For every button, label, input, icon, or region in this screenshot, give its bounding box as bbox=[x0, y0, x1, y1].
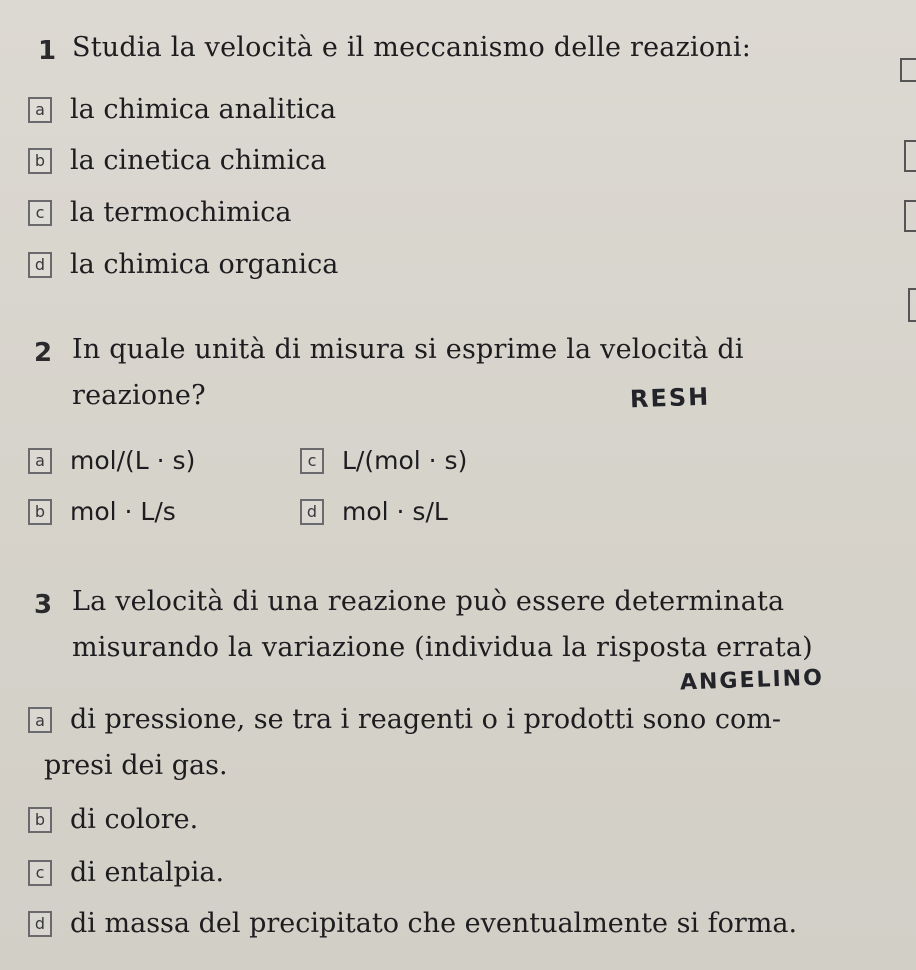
question-1-number: 1 bbox=[38, 36, 57, 66]
edge-bracket-mark bbox=[904, 200, 916, 232]
option-text: di colore. bbox=[70, 804, 199, 835]
option-text: la chimica organica bbox=[70, 249, 339, 280]
question-3-option-b[interactable] bbox=[28, 804, 198, 835]
option-text: di massa del precipitato che eventualmente si forma. bbox=[70, 908, 798, 939]
option-letter-box: a bbox=[28, 97, 52, 123]
edge-bracket-mark bbox=[900, 58, 916, 82]
question-2-option-a[interactable] bbox=[28, 446, 195, 475]
question-3-option-d[interactable] bbox=[28, 908, 797, 939]
option-text: di entalpia. bbox=[70, 857, 225, 888]
option-text: la chimica analitica bbox=[70, 94, 337, 125]
option-letter-box: a bbox=[28, 707, 52, 733]
option-text-line-2: presi dei gas. bbox=[44, 750, 228, 781]
question-1-option-c[interactable] bbox=[28, 197, 292, 228]
option-letter-box: d bbox=[300, 499, 324, 525]
question-2-option-c[interactable] bbox=[300, 446, 467, 475]
handwritten-note-angelino: ANGELINO bbox=[679, 665, 825, 696]
option-letter-box: c bbox=[28, 200, 52, 226]
option-letter-box: b bbox=[28, 148, 52, 174]
handwritten-note-resh: RESH bbox=[629, 382, 711, 414]
option-letter-box: b bbox=[28, 807, 52, 833]
question-3-option-c[interactable] bbox=[28, 857, 224, 888]
question-1-option-a[interactable] bbox=[28, 94, 336, 125]
option-letter-box: a bbox=[28, 448, 52, 474]
option-text-line-1: di pressione, se tra i reagenti o i prodotti sono com- bbox=[70, 704, 781, 735]
question-2-option-b[interactable] bbox=[28, 497, 176, 526]
option-letter-box: c bbox=[300, 448, 324, 474]
question-3-text-line-2: misurando la variazione (individua la risposta errata) bbox=[72, 632, 813, 663]
option-letter-box: d bbox=[28, 252, 52, 278]
question-2-option-d[interactable] bbox=[300, 497, 448, 526]
question-3-option-a[interactable] bbox=[28, 704, 781, 782]
option-text: mol · s/L bbox=[342, 497, 448, 526]
question-3-number: 3 bbox=[34, 590, 53, 620]
option-letter-box: c bbox=[28, 860, 52, 886]
option-letter-box: b bbox=[28, 499, 52, 525]
option-text: L/(mol · s) bbox=[342, 446, 468, 475]
option-letter-box: d bbox=[28, 911, 52, 937]
question-2-number: 2 bbox=[34, 338, 53, 368]
edge-bracket-mark bbox=[908, 288, 916, 322]
question-1-option-d[interactable] bbox=[28, 249, 338, 280]
question-2-text-line-1: In quale unità di misura si esprime la velocità di bbox=[72, 334, 744, 365]
question-1-option-b[interactable] bbox=[28, 145, 326, 176]
option-text: mol/(L · s) bbox=[70, 446, 196, 475]
question-3-text-line-1: La velocità di una reazione può essere determinata bbox=[72, 586, 785, 617]
edge-bracket-mark bbox=[904, 140, 916, 172]
option-text: mol · L/s bbox=[70, 497, 176, 526]
question-2-text-line-2: reazione? bbox=[72, 380, 206, 411]
question-1-text: Studia la velocità e il meccanismo delle reazioni: bbox=[72, 32, 752, 63]
option-text: la cinetica chimica bbox=[70, 145, 327, 176]
option-text: la termochimica bbox=[70, 197, 292, 228]
